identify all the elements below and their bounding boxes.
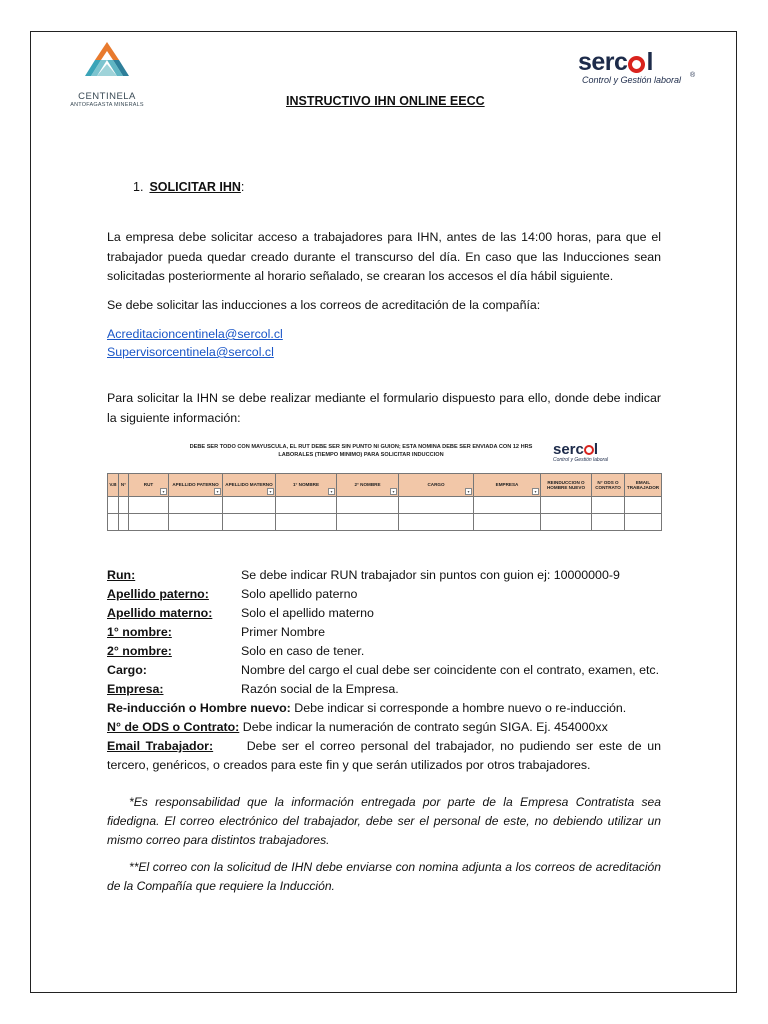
form-col-nombre1: 1° NOMBRE ▾ — [276, 474, 337, 497]
form-sercol-tagline: Control y Gestión laboral — [553, 457, 609, 463]
form-sercol-o-icon — [584, 445, 594, 455]
note-responsibility: *Es responsabilidad que la información entregada por parte de la Empresa Contratista sea fidedigna. El correo electrónico del trabajador, debe ser el personal de este, no debiendo utilizar un mismo correo para distintos trabajadores. — [107, 795, 661, 847]
form-header — [107, 440, 661, 472]
form-col-ods: N° ODS O CONTRATO — [592, 474, 625, 497]
field-definitions — [107, 566, 661, 775]
form-table-row — [108, 497, 662, 514]
form-col-apellido-materno: APELLIDO MATERNO ▾ — [223, 474, 276, 497]
filter-dropdown-icon: ▾ — [214, 488, 221, 495]
form-template-image — [107, 440, 661, 526]
form-table-header-row — [108, 474, 662, 497]
form-table-row — [108, 514, 662, 531]
sercol-logo — [578, 50, 706, 94]
centinela-logo — [66, 40, 148, 110]
form-col-apellido-paterno: APELLIDO PATERNO ▾ — [169, 474, 223, 497]
paragraph-deadline: La empresa debe solicitar acceso a trabajadores para IHN, antes de las 14:00 horas, para que el trabajador pueda quedar creado durante el transcurso del día. En caso que las Inducciones sean solicitadas posteriormente al horario señalado, se crearan los accesos el día hábil siguiente. — [107, 230, 661, 283]
section-label: SOLICITAR IHN — [149, 180, 241, 194]
field-empresa: Empresa: Razón social de la Empresa. — [107, 682, 399, 696]
filter-dropdown-icon: ▾ — [532, 488, 539, 495]
field-email: Email Trabajador: Debe ser el correo personal del trabajador, no pudiendo ser este de un tercero, genéricos, o creados para este fin y que serán utilizados por otros trabajadores. — [107, 739, 662, 772]
centinela-name: CENTINELA — [78, 91, 136, 102]
filter-dropdown-icon: ▾ — [390, 488, 397, 495]
field-nombre2: 2° nombre: Solo en caso de tener. — [107, 644, 365, 658]
filter-dropdown-icon: ▾ — [465, 488, 472, 495]
form-col-num: N° — [119, 474, 129, 497]
filter-dropdown-icon: ▾ — [267, 488, 274, 495]
document-title: INSTRUCTIVO IHN ONLINE EECC — [286, 94, 485, 108]
note-email-attachment: **El correo con la solicitud de IHN debe enviarse con nomina adjunta a los correos de acreditación de la Compañía que requiere la Inducción. — [107, 860, 661, 893]
form-col-cargo: CARGO ▾ — [399, 474, 474, 497]
form-instruction: DEBE SER TODO CON MAYUSCULA, EL RUT DEBE SER SIN PUNTO NI GUION; ESTA NOMINA DEBE SER ENVIADA CON 12 HRS LABORALES (TIEMPO MINIMO) PARA SOLICITAR INDUCCION — [189, 444, 533, 458]
filter-dropdown-icon: ▾ — [160, 488, 167, 495]
form-col-nombre2: 2° NOMBRE ▾ — [337, 474, 399, 497]
centinela-mountain-icon — [81, 40, 133, 84]
form-col-email: EMAIL TRABAJADOR — [625, 474, 662, 497]
registered-mark: ® — [690, 72, 696, 79]
form-table — [107, 473, 662, 531]
sercol-wordmark: serc l — [578, 48, 653, 76]
form-col-reinduccion: REINDUCCION O HOMBRE NUEVO — [541, 474, 592, 497]
form-sercol-logo — [553, 442, 608, 463]
centinela-subtitle: ANTOFAGASTA MINERALS — [70, 102, 144, 108]
form-col-rut: RUT ▾ — [129, 474, 169, 497]
field-run: Run: Se debe indicar RUN trabajador sin puntos con guion ej: 10000000-9 — [107, 568, 620, 582]
form-sercol-wordmark: serc l — [553, 441, 599, 458]
section-number: 1. — [133, 180, 144, 194]
filter-dropdown-icon: ▾ — [328, 488, 335, 495]
section-heading — [133, 180, 244, 194]
paragraph-form-intro: Para solicitar la IHN se debe realizar mediante el formulario dispuesto para ello, donde debe indicar la siguiente información: — [107, 391, 661, 425]
form-col-empresa: EMPRESA ▾ — [474, 474, 541, 497]
field-ods: N° de ODS o Contrato: Debe indicar la numeración de contrato según SIGA. Ej. 454000xx — [107, 720, 608, 734]
field-apellido-paterno: Apellido paterno: Solo apellido paterno — [107, 587, 358, 601]
email-links — [107, 325, 661, 361]
field-reinduccion: Re-inducción o Hombre nuevo: Debe indicar si corresponde a hombre nuevo o re-inducción. — [107, 701, 627, 715]
email-link-supervisor[interactable]: Supervisorcentinela@sercol.cl — [107, 345, 274, 359]
sercol-o-icon — [628, 56, 645, 73]
field-nombre1: 1° nombre: Primer Nombre — [107, 625, 325, 639]
email-link-acreditacion[interactable]: Acreditacioncentinela@sercol.cl — [107, 327, 283, 341]
section-suffix: : — [240, 180, 245, 194]
form-col-vb: V.B — [108, 474, 119, 497]
paragraph-emails-intro: Se debe solicitar las inducciones a los correos de acreditación de la compañía: — [107, 298, 541, 312]
field-apellido-materno: Apellido materno: Solo el apellido materno — [107, 606, 374, 620]
sercol-tagline: Control y Gestión laboral — [582, 75, 682, 85]
field-cargo: Cargo: Nombre del cargo el cual debe ser coincidente con el contrato, examen, etc. — [107, 663, 660, 677]
